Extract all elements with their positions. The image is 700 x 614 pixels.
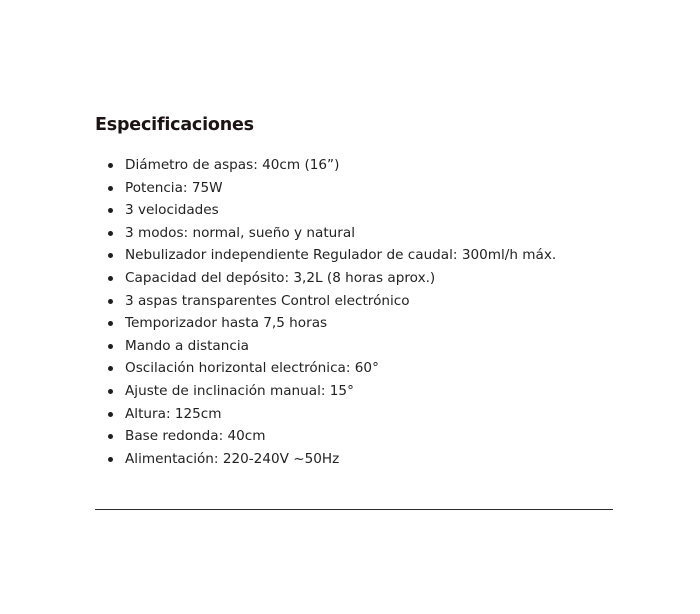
spec-item-tank-capacity: Capacidad del depósito: 3,2L (8 horas aprox.) xyxy=(95,267,613,290)
spec-item-blades-control: 3 aspas transparentes Control electrónico xyxy=(95,290,613,313)
section-divider xyxy=(95,509,613,510)
spec-item-power-supply: Alimentación: 220-240V ~50Hz xyxy=(95,448,613,471)
specifications-section xyxy=(95,112,613,470)
spec-item-modes: 3 modos: normal, sueño y natural xyxy=(95,222,613,245)
specifications-title: Especificaciones xyxy=(95,115,254,135)
spec-item-timer: Temporizador hasta 7,5 horas xyxy=(95,312,613,335)
spec-item-base: Base redonda: 40cm xyxy=(95,425,613,448)
spec-item-speeds: 3 velocidades xyxy=(95,199,613,222)
spec-item-nebulizer: Nebulizador independiente Regulador de caudal: 300ml/h máx. xyxy=(95,244,613,267)
specifications-list xyxy=(95,154,613,470)
spec-item-height: Altura: 125cm xyxy=(95,403,613,426)
spec-item-power: Potencia: 75W xyxy=(95,177,613,200)
spec-item-blade-diameter: Diámetro de aspas: 40cm (16”) xyxy=(95,154,613,177)
spec-item-tilt: Ajuste de inclinación manual: 15° xyxy=(95,380,613,403)
spec-item-oscillation: Oscilación horizontal electrónica: 60° xyxy=(95,357,613,380)
spec-item-remote: Mando a distancia xyxy=(95,335,613,358)
